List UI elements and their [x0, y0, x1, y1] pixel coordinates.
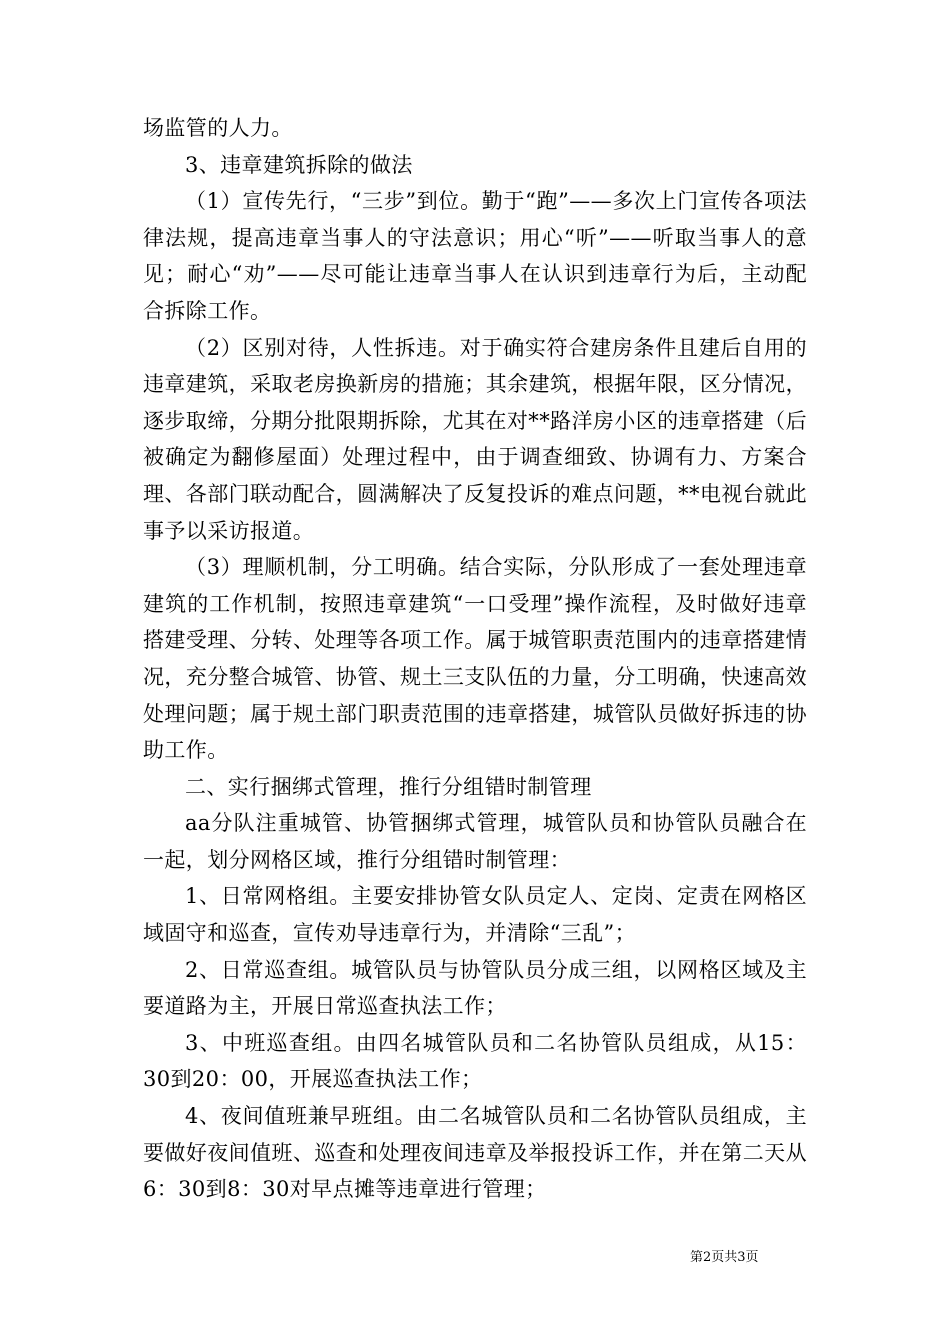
list-item-middle-shift-group: 3、中班巡查组。由四名城管队员和二名协管队员组成，从15：30到20：00，开展巡查执法工作； — [143, 1030, 807, 1092]
list-item-night-shift-group: 4、夜间值班兼早班组。由二名城管队员和二名协管队员组成，主要做好夜间值班、巡查和处理夜间违章及举报投诉工作，并在第二天从6：30到8：30对早点摊等违章进行管理； — [143, 1104, 807, 1202]
paragraph-continuation: 场监管的人力。 — [143, 116, 293, 140]
paragraph-aa-team: aa分队注重城管、协管捆绑式管理，城管队员和协管队员融合在一起，划分网格区域，推行分组错时制管理： — [143, 811, 807, 872]
paragraph-treat-differently: （2）区别对待，人性拆违。对于确实符合建房条件且建后自用的违章建筑，采取老房换新房的措施；其余建筑，根据年限，区分情况，逐步取缔，分期分批限期拆除，尤其在对**路洋房小区的违章搭建（后被确定为翻修屋面）处理过程中，由于调查细致、协调有力、方案合理、各部门联动配合，圆满解决了反复投诉的难点问题，**电视台就此事予以采访报道。 — [143, 335, 807, 543]
list-item-patrol-group: 2、日常巡查组。城管队员与协管队员分成三组，以网格区域及主要道路为主，开展日常巡查执法工作； — [143, 957, 807, 1019]
page-number-footer: 第2页共3页 — [690, 1250, 759, 1265]
section-heading-demolition-method: 3、违章建筑拆除的做法 — [185, 152, 413, 177]
paragraph-mechanism: （3）理顺机制，分工明确。结合实际，分队形成了一套处理违章建筑的工作机制，按照违章建筑“一口受理”操作流程，及时做好违章搭建受理、分转、处理等各项工作。属于城管职责范围内的违章搭建情况，充分整合城管、协管、规土三支队伍的力量，分工明确，快速高效处理问题；属于规土部门职责范围的违章搭建，城管队员做好拆违的协助工作。 — [143, 555, 807, 763]
section-heading-bundled-management: 二、实行捆绑式管理，推行分组错时制管理 — [185, 774, 592, 799]
document-body — [143, 110, 807, 1208]
list-item-grid-group: 1、日常网格组。主要安排协管女队员定人、定岗、定责在网格区域固守和巡查，宣传劝导违章行为，并清除“三乱”； — [143, 884, 807, 946]
paragraph-publicity-first: （1）宣传先行，“三步”到位。勤于“跑”——多次上门宣传各项法律法规，提高违章当事人的守法意识；用心“听”——听取当事人的意见；耐心“劝”——尽可能让违章当事人在认识到违章行为后，主动配合拆除工作。 — [143, 189, 807, 323]
